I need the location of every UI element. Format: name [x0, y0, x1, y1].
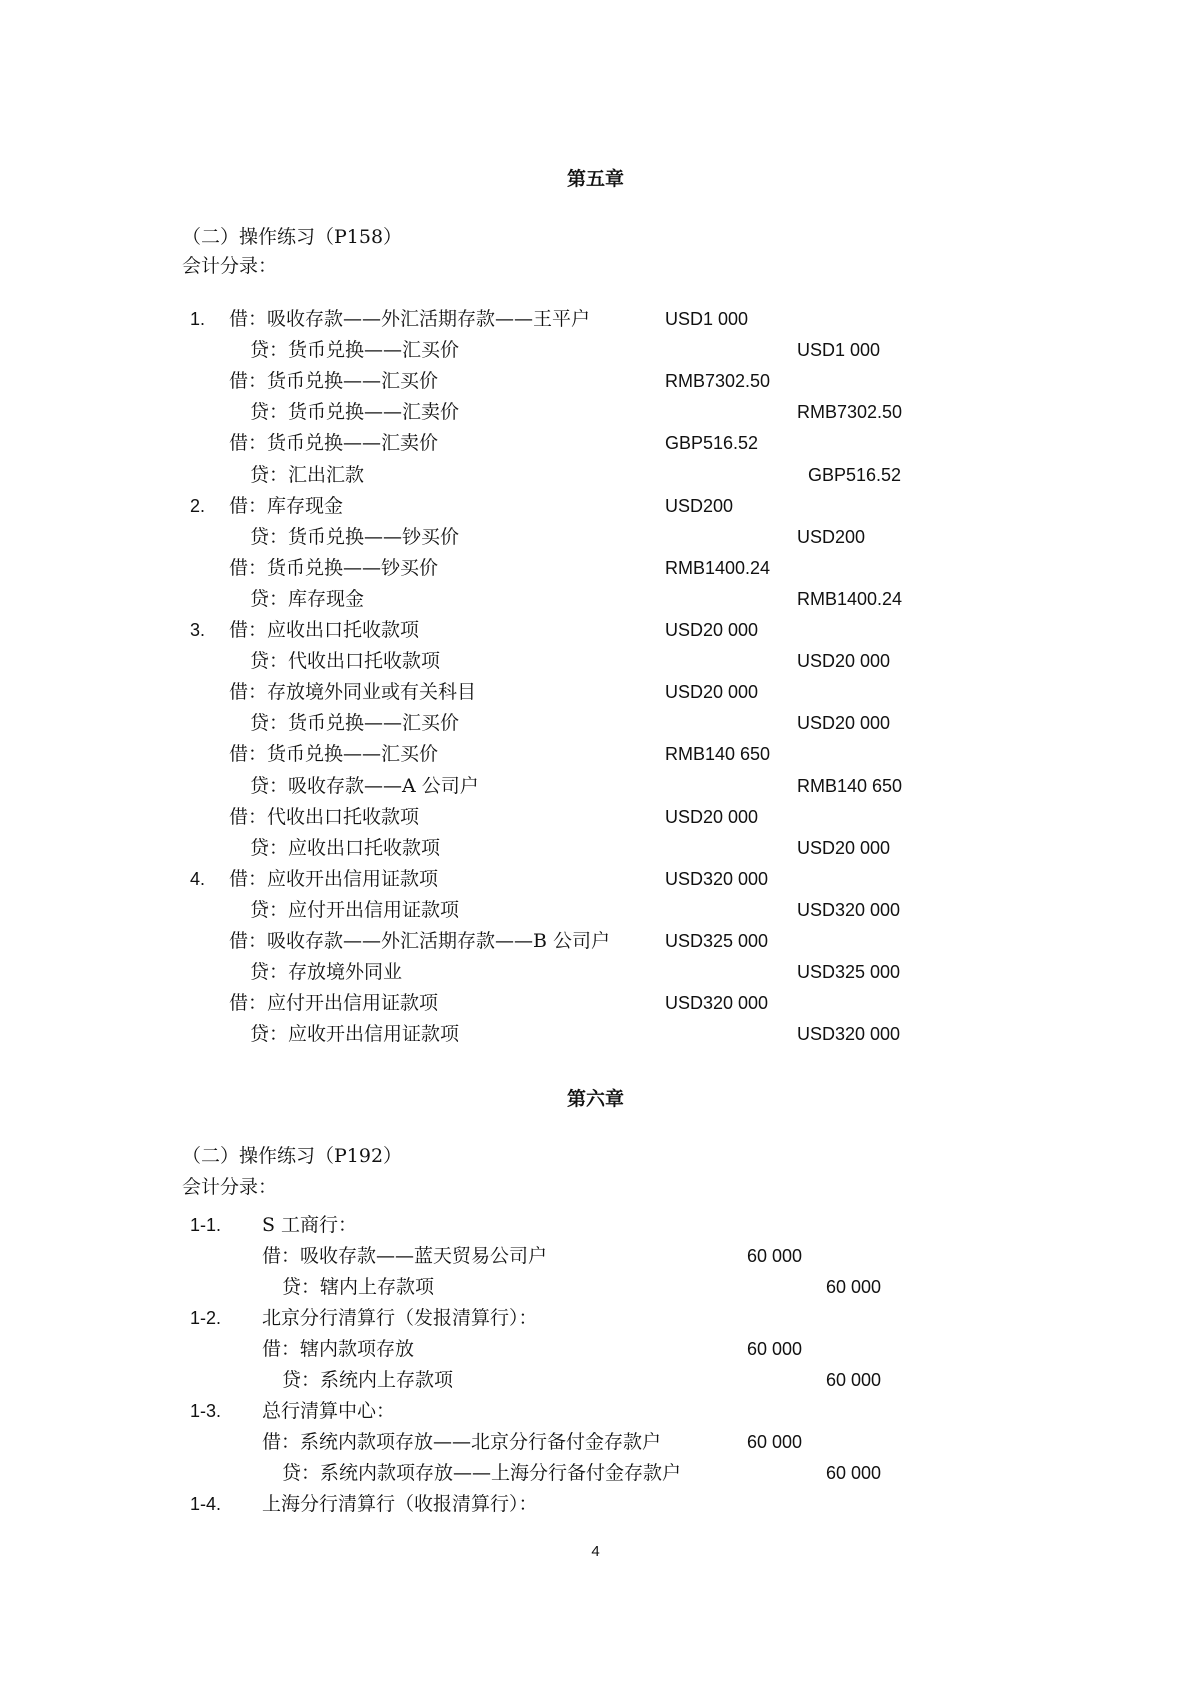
journal-entry-line — [0, 335, 1191, 366]
credit-amount: RMB140 650 — [797, 775, 903, 796]
debit-account: 借：辖内款项存放 — [262, 1338, 415, 1360]
credit-account: 贷：系统内上存款项 — [282, 1369, 454, 1391]
entry-heading: 北京分行清算行（发报清算行）： — [262, 1307, 538, 1329]
credit-account: 贷：货币兑换——钞买价 — [250, 525, 460, 548]
chapter-5-subtitle: 会计分录： — [182, 255, 278, 277]
debit-amount: USD20 000 — [665, 806, 759, 827]
journal-entry-line — [0, 771, 1191, 802]
entry-heading: 上海分行清算行（收报清算行）： — [262, 1493, 538, 1515]
page-number: 4 — [591, 1543, 600, 1560]
entry-number: 2. — [190, 495, 206, 516]
entry-number: 1-1. — [190, 1215, 222, 1235]
credit-amount: USD20 000 — [797, 837, 891, 858]
journal-entry-line — [0, 460, 1191, 491]
journal-entry-line — [0, 1303, 1191, 1334]
debit-account: 借：货币兑换——汇卖价 — [229, 432, 439, 455]
credit-account: 贷：货币兑换——汇买价 — [250, 339, 460, 362]
journal-entry-line — [0, 1241, 1191, 1272]
debit-account: 借：代收出口托收款项 — [229, 805, 420, 828]
credit-account: 贷：汇出汇款 — [250, 463, 365, 486]
journal-entry-line — [0, 864, 1191, 895]
debit-account: 借：应付开出信用证款项 — [229, 992, 439, 1015]
credit-amount: USD1 000 — [797, 340, 881, 361]
credit-account: 贷：吸收存款——A 公司户 — [250, 774, 479, 797]
journal-entry-line — [0, 522, 1191, 553]
credit-account: 贷：存放境外同业 — [250, 961, 403, 984]
journal-entry-line — [0, 957, 1191, 988]
credit-account: 贷：辖内上存款项 — [282, 1276, 435, 1298]
debit-amount: RMB1400.24 — [665, 557, 771, 578]
debit-amount: USD20 000 — [665, 620, 759, 640]
debit-account: 借：货币兑换——汇买价 — [229, 370, 439, 393]
journal-entry-line — [0, 1365, 1191, 1396]
journal-entry-line — [0, 1458, 1191, 1489]
journal-entry-line — [0, 1489, 1191, 1520]
chapter-6-title: 第六章 — [566, 1088, 624, 1110]
debit-account: 借：系统内款项存放——北京分行备付金存款户 — [262, 1431, 662, 1453]
journal-entry-line — [0, 1210, 1191, 1241]
debit-account: 借：应收开出信用证款项 — [229, 867, 439, 890]
credit-account: 贷：应收开出信用证款项 — [250, 1023, 460, 1046]
debit-account: 借：吸收存款——外汇活期存款——王平户 — [229, 308, 591, 330]
chapter-6-subtitle: 会计分录： — [182, 1176, 278, 1198]
credit-account: 贷：系统内款项存放——上海分行备付金存款户 — [282, 1462, 682, 1484]
debit-amount: RMB7302.50 — [665, 371, 771, 392]
journal-entry-line — [0, 926, 1191, 957]
entry-number: 1-2. — [190, 1308, 222, 1328]
debit-account: 借：货币兑换——钞买价 — [229, 556, 439, 579]
journal-entry-line — [0, 1427, 1191, 1458]
journal-entry-line — [0, 833, 1191, 864]
journal-entry-line — [0, 366, 1191, 397]
debit-account: 借：吸收存款——外汇活期存款——B 公司户 — [229, 930, 611, 952]
credit-amount: RMB7302.50 — [797, 402, 903, 423]
debit-account: 借：库存现金 — [229, 494, 344, 517]
journal-entry-line — [0, 895, 1191, 926]
journal-entry-line — [0, 1334, 1191, 1365]
journal-entry-line — [0, 584, 1191, 615]
credit-amount: USD20 000 — [797, 651, 891, 672]
journal-entry-line — [0, 553, 1191, 584]
chapter-5-title: 第五章 — [566, 168, 624, 190]
journal-entry-line — [0, 677, 1191, 708]
credit-amount: RMB1400.24 — [797, 588, 903, 609]
credit-amount: USD320 000 — [797, 899, 901, 920]
debit-amount: 60 000 — [747, 1339, 803, 1359]
debit-amount: USD320 000 — [665, 868, 769, 889]
credit-account: 贷：代收出口托收款项 — [250, 650, 441, 673]
journal-entry-line — [0, 1396, 1191, 1427]
debit-amount: USD200 — [665, 495, 734, 516]
credit-amount: 60 000 — [826, 1277, 882, 1297]
credit-amount: GBP516.52 — [808, 464, 902, 485]
credit-amount: 60 000 — [826, 1463, 882, 1483]
debit-amount: USD325 000 — [665, 931, 769, 951]
entry-number: 1-4. — [190, 1494, 222, 1514]
credit-account: 贷：货币兑换——汇买价 — [250, 712, 460, 735]
debit-account: 借：货币兑换——汇买价 — [229, 743, 439, 766]
debit-amount: 60 000 — [747, 1246, 803, 1266]
credit-amount: USD325 000 — [797, 962, 901, 983]
entry-heading: 总行清算中心： — [262, 1400, 396, 1422]
chapter-6-section-heading: （二）操作练习（P192） — [182, 1145, 403, 1167]
credit-amount: USD320 000 — [797, 1024, 901, 1045]
debit-amount: USD1 000 — [665, 309, 749, 329]
entry-number: 1. — [190, 309, 206, 329]
debit-account: 借：吸收存款——蓝天贸易公司户 — [262, 1245, 548, 1267]
debit-account: 借：应收出口托收款项 — [229, 619, 420, 641]
journal-entry-line — [0, 646, 1191, 677]
debit-amount: USD20 000 — [665, 682, 759, 703]
credit-amount: 60 000 — [826, 1370, 882, 1390]
journal-entry-line — [0, 615, 1191, 646]
debit-amount: USD320 000 — [665, 993, 769, 1014]
journal-entry-line — [0, 802, 1191, 833]
journal-entry-line — [0, 988, 1191, 1019]
entry-number: 1-3. — [190, 1401, 222, 1421]
journal-entry-line — [0, 397, 1191, 428]
journal-entry-line — [0, 1019, 1191, 1050]
journal-entry-line — [0, 739, 1191, 770]
journal-entry-line — [0, 304, 1191, 335]
entry-number: 3. — [190, 620, 206, 640]
debit-amount: 60 000 — [747, 1432, 803, 1452]
credit-amount: USD20 000 — [797, 713, 891, 734]
credit-account: 贷：应付开出信用证款项 — [250, 898, 460, 921]
debit-amount: RMB140 650 — [665, 744, 771, 765]
credit-amount: USD200 — [797, 526, 866, 547]
chapter-5-section-heading: （二）操作练习（P158） — [182, 226, 403, 248]
entry-heading: S 工商行： — [262, 1214, 358, 1236]
debit-account: 借：存放境外同业或有关科目 — [229, 681, 477, 704]
credit-account: 贷：应收出口托收款项 — [250, 836, 441, 859]
credit-account: 贷：库存现金 — [250, 587, 365, 610]
debit-amount: GBP516.52 — [665, 433, 759, 454]
journal-entry-line — [0, 1272, 1191, 1303]
entry-number: 4. — [190, 868, 206, 889]
credit-account: 贷：货币兑换——汇卖价 — [250, 401, 460, 424]
journal-entry-line — [0, 491, 1191, 522]
journal-entry-line — [0, 428, 1191, 459]
journal-entry-line — [0, 708, 1191, 739]
